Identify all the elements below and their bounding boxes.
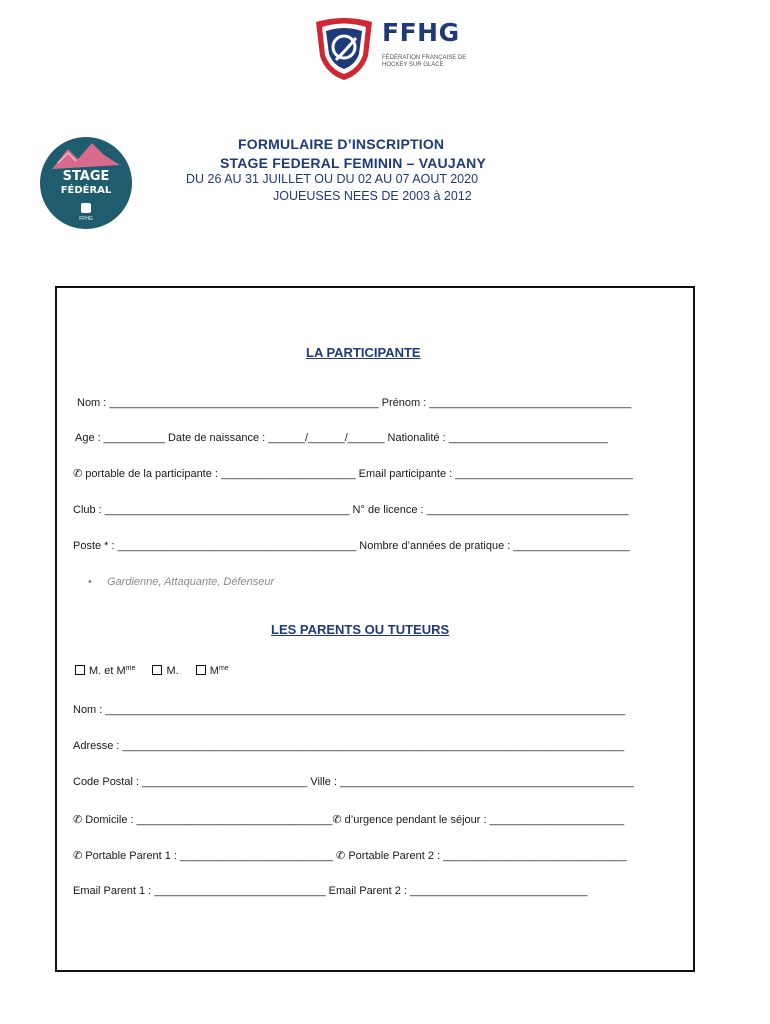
checkbox-icon — [75, 665, 85, 675]
position-hint: Gardienne, Attaquante, Défenseur — [107, 576, 275, 588]
parent-mobile-row[interactable]: ✆ Portable Parent 1 : _________________________ ✆ Portable Parent 2 : ______________________________ — [73, 850, 627, 862]
ffhg-shield-icon — [312, 16, 376, 82]
participant-club-row[interactable]: Club : ________________________________________ N° de licence : _________________________________ — [73, 504, 629, 516]
option-mme[interactable]: $M^{me}$ — [196, 665, 229, 677]
ffhg-wordmark: FFHG — [382, 18, 460, 47]
ffhg-subtitle: FÉDÉRATION FRANÇAISE DE HOCKEY SUR GLACE — [382, 55, 467, 68]
stage-title: STAGE FEDERAL FEMININ – VAUJANY — [220, 155, 487, 171]
stage-dates: DU 26 AU 31 JUILLET OU DU 02 AU 07 AOUT 2020 — [186, 172, 479, 186]
checkbox-icon — [152, 665, 162, 675]
parent-email-row[interactable]: Email Parent 1 : ____________________________ Email Parent 2 : _____________________________ — [73, 885, 588, 897]
hint-bullet: • — [88, 576, 92, 588]
stage-players: JOUEUSES NEES DE 2003 à 2012 — [273, 189, 472, 203]
badge-foot: FFHG — [79, 216, 93, 222]
option-m-et-mme[interactable]: M. et $M^{me}$ — [75, 665, 135, 677]
parent-home-phone-row[interactable]: ✆ Domicile : ________________________________✆ d’urgence pendant le séjour : ______________________ — [73, 814, 625, 826]
parent-name-row[interactable]: Nom : _____________________________________________________________________________________ — [73, 704, 626, 716]
stage-federal-badge — [38, 135, 134, 231]
civility-options — [75, 665, 229, 677]
parent-postal-city-row[interactable]: Code Postal : ___________________________ Ville : ________________________________________________ — [73, 776, 634, 788]
participant-age-row[interactable]: Age : __________ Date de naissance : ______/______/______ Nationalité : __________________________ — [75, 432, 608, 444]
participant-phone-row[interactable]: ✆ portable de la participante : ______________________ Email participante : _____________________________ — [73, 468, 633, 480]
badge-line2: FÉDÉRAL — [60, 185, 112, 196]
participant-name-row[interactable]: Nom : ____________________________________________ Prénom : _________________________________ — [77, 397, 632, 409]
parents-section-title: LES PARENTS OU TUTEURS — [271, 622, 450, 637]
form-title: FORMULAIRE D’INSCRIPTION — [238, 136, 445, 152]
participant-position-row[interactable]: Poste * : _______________________________________ Nombre d’années de pratique : ___________________ — [73, 540, 630, 552]
checkbox-icon — [196, 665, 206, 675]
parent-address-row[interactable]: Adresse : __________________________________________________________________________________ — [73, 740, 625, 752]
option-m[interactable]: M. — [152, 665, 178, 677]
badge-line1: STAGE — [62, 169, 110, 184]
ffhg-logo — [312, 16, 467, 82]
participant-section-title: LA PARTICIPANTE — [306, 345, 421, 360]
